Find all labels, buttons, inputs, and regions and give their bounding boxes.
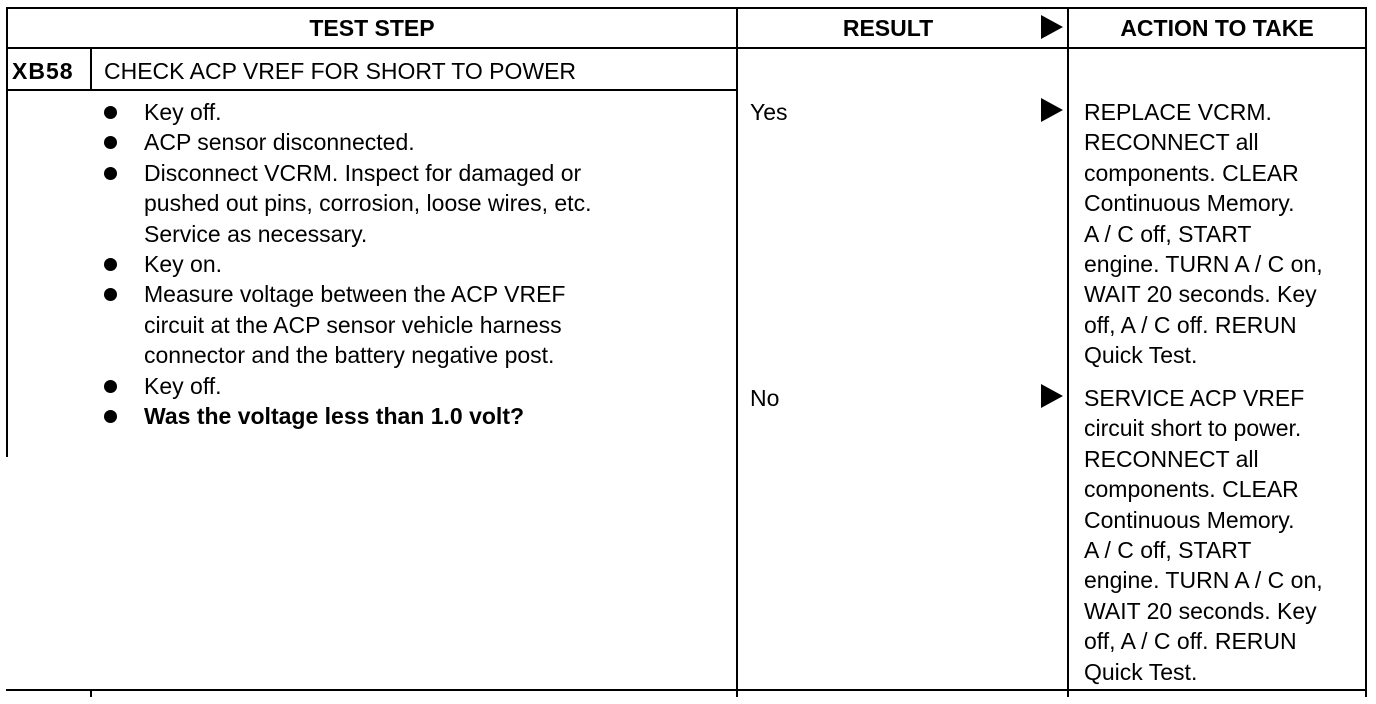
table-top-border — [6, 7, 1367, 9]
instruction-list — [104, 97, 591, 431]
action-yes: REPLACE VCRM. RECONNECT all components. CLEAR Continuous Memory. A / C off, START engine. TURN A / C on, WAIT 20 seconds. Key off, A / C off. RERUN Quick Test. — [1084, 99, 1323, 369]
instruction-item: Key off. — [104, 371, 591, 401]
table-bottom-border — [6, 689, 1367, 691]
left-border — [6, 7, 8, 457]
instruction-item: Disconnect VCRM. Inspect for damaged or pushed out pins, corrosion, loose wires, etc. Service as necessary. — [104, 158, 591, 249]
bullet-icon — [104, 167, 117, 180]
instruction-item: Measure voltage between the ACP VREF circuit at the ACP sensor vehicle harness connector and the battery negative post. — [104, 279, 591, 370]
step-id-divider-tick — [90, 689, 92, 697]
step-title: CHECK ACP VREF FOR SHORT TO POWER — [104, 58, 577, 84]
instruction-item: Key off. — [104, 97, 591, 127]
step-id-divider — [90, 47, 92, 90]
result-yes: Yes — [750, 99, 788, 125]
bullet-icon — [104, 288, 117, 301]
step-title-bottom-border — [6, 89, 737, 91]
instruction-item-question: Was the voltage less than 1.0 volt? — [104, 401, 591, 431]
result-no-arrow-icon — [1041, 384, 1063, 408]
bullet-icon — [104, 380, 117, 393]
result-no: No — [750, 385, 780, 411]
result-yes-arrow-icon — [1041, 98, 1063, 122]
bullet-icon — [104, 136, 117, 149]
result-right-border — [1067, 7, 1069, 697]
right-border — [1365, 7, 1367, 697]
header-test-step: TEST STEP — [309, 15, 435, 41]
header-bottom-border — [6, 47, 1367, 49]
instruction-item: ACP sensor disconnected. — [104, 127, 591, 157]
header-arrow-icon — [1041, 15, 1063, 39]
action-no: SERVICE ACP VREF circuit short to power. RECONNECT all components. CLEAR Continuous Memory. A / C off, START engine. TURN A / C on, WAIT 20 seconds. Key off, A / C off. RERUN Quick Test. — [1084, 385, 1323, 685]
step-id: XB58 — [12, 58, 74, 84]
header-result: RESULT — [842, 15, 934, 41]
bullet-icon — [104, 258, 117, 271]
bullet-icon — [104, 106, 117, 119]
bullet-icon — [104, 410, 117, 423]
test-step-right-border — [736, 7, 738, 697]
header-action: ACTION TO TAKE — [1120, 15, 1314, 41]
instruction-item: Key on. — [104, 249, 591, 279]
